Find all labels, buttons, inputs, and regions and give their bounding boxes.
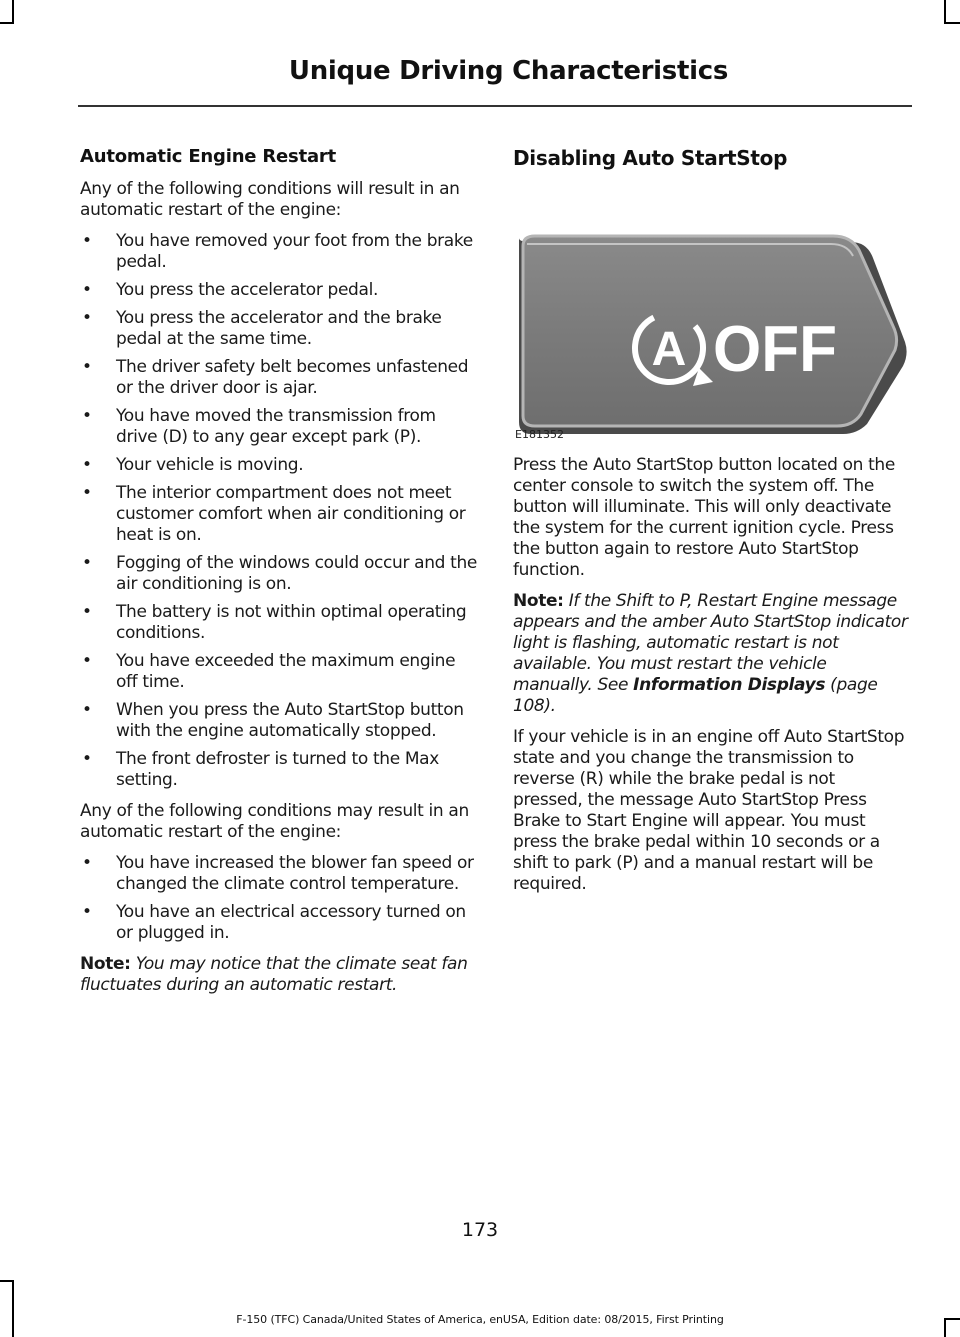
bullet: • <box>82 853 92 873</box>
bullet: • <box>82 700 92 720</box>
list-item: • Your vehicle is moving. <box>82 455 304 475</box>
note-text: If the Shift to P, Restart Engine message appears and the amber Auto StartStop indicator light is flashing, automatic restart is not available. You must restart the vehicle manually. See <box>513 591 908 695</box>
note-text: You may notice that the climate seat fan fluctuates during an automatic restart. <box>80 954 468 995</box>
button-face <box>523 236 897 426</box>
bullet: • <box>82 280 92 300</box>
crop-mark <box>946 22 960 24</box>
list-item: • The battery is not within optimal operating conditions. <box>82 602 467 643</box>
auto-startstop-button-figure <box>513 186 909 441</box>
paragraph: Any of the following conditions may result in an automatic restart of the engine: <box>80 801 469 842</box>
bullet: • <box>82 231 92 251</box>
header-rule <box>78 105 912 107</box>
list-item: • The driver safety belt becomes unfastened or the driver door is ajar. <box>82 357 469 398</box>
bullet: • <box>82 455 92 475</box>
bullet: • <box>82 651 92 671</box>
list-item: • You have moved the transmission from drive (D) to any gear except park (P). <box>82 406 436 447</box>
list-item: • You have exceeded the maximum engine off time. <box>82 651 456 692</box>
section-heading-disabling-auto-startstop: Disabling Auto StartStop <box>513 146 788 170</box>
right-column <box>513 146 909 905</box>
list-item: • The front defroster is turned to the Max setting. <box>82 749 439 790</box>
bullet: • <box>82 483 92 503</box>
auto-startstop-button-illustration <box>513 186 909 441</box>
list-item: • Fogging of the windows could occur and the air conditioning is on. <box>82 553 477 594</box>
note-label: Note: <box>513 591 564 611</box>
crop-mark <box>12 0 14 24</box>
icon-letter: A <box>651 323 687 376</box>
note-label: Note: <box>80 954 131 974</box>
note <box>80 954 478 996</box>
figure-code: E181352 <box>515 428 564 441</box>
section-heading-automatic-engine-restart: Automatic Engine Restart <box>80 146 336 167</box>
left-column <box>80 146 478 1006</box>
list-item: • You have increased the blower fan speed or changed the climate control temperature. <box>82 853 474 894</box>
bullet: • <box>82 406 92 426</box>
information-displays-link[interactable]: Information Displays <box>633 675 826 695</box>
crop-mark <box>944 0 946 24</box>
bullet: • <box>82 902 92 922</box>
edition-footer: F-150 (TFC) Canada/United States of America, enUSA, Edition date: 08/2015, First Printing <box>236 1313 724 1326</box>
restart-conditions-list <box>80 231 478 791</box>
paragraph: If your vehicle is in an engine off Auto StartStop state and you change the transmission to reverse (R) while the brake pedal is not pressed, the message Auto StartStop Press Brake to Start Engine will appear. You must press the brake pedal within 10 seconds or a shift to park (P) and a manual restart will be required. <box>513 727 905 894</box>
page-title: Unique Driving Characteristics <box>288 56 728 86</box>
crop-mark <box>0 1280 14 1282</box>
crop-mark <box>0 22 14 24</box>
possible-restart-conditions-list <box>80 853 478 944</box>
bullet: • <box>82 602 92 622</box>
bullet: • <box>82 749 92 769</box>
list-item: • You press the accelerator and the brake pedal at the same time. <box>82 308 442 349</box>
off-label: OFF <box>713 312 837 386</box>
paragraph: Press the Auto StartStop button located on the center console to switch the system off. The button will illuminate. This will only deactivate the system for the current ignition cycle. Press the button again to restore Auto StartStop function. <box>513 455 895 580</box>
bullet: • <box>82 357 92 377</box>
page-number: 173 <box>461 1219 499 1241</box>
note-page-reference: (page 108). <box>513 675 878 716</box>
list-item: • When you press the Auto StartStop button with the engine automatically stopped. <box>82 700 464 741</box>
list-item: • You have an electrical accessory turned on or plugged in. <box>82 902 466 943</box>
list-item: • You have removed your foot from the brake pedal. <box>82 231 473 272</box>
paragraph: Any of the following conditions will result in an automatic restart of the engine: <box>80 179 460 220</box>
note <box>513 591 909 717</box>
bullet: • <box>82 553 92 573</box>
bullet: • <box>82 308 92 328</box>
list-item: • You press the accelerator pedal. <box>82 280 378 300</box>
list-item: • The interior compartment does not meet customer comfort when air conditioning or heat is on. <box>82 483 466 545</box>
crop-mark <box>12 1280 14 1337</box>
